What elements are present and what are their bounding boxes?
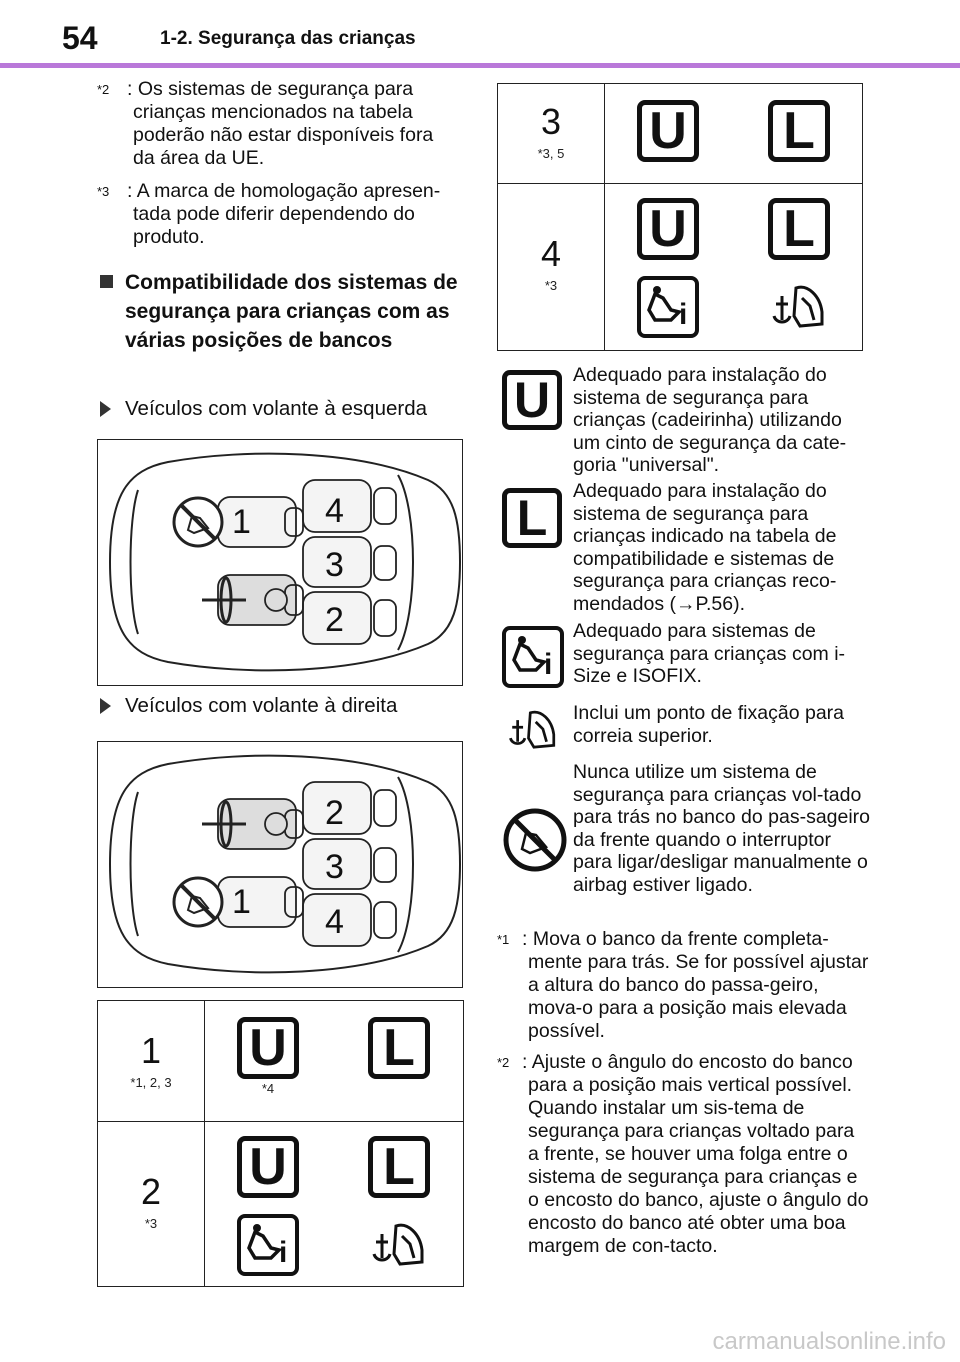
compatibility-table-left bbox=[97, 1000, 464, 1287]
note-marker: *1 bbox=[497, 932, 510, 947]
l-icon: L bbox=[768, 198, 830, 260]
legend-text: Adequado para sistemas de segurança para crianças com i-Size e ISOFIX. bbox=[573, 620, 846, 687]
note-text: : A marca de homologação apresen-tada pode diferir dependendo do produto. bbox=[127, 180, 441, 248]
seat-number: 1 bbox=[232, 503, 251, 541]
seat-cell bbox=[98, 1001, 205, 1122]
seat-number: 2 bbox=[325, 601, 344, 639]
note-marker: *3 bbox=[97, 184, 110, 199]
seat-note: *3 bbox=[144, 1216, 158, 1231]
u-icon: U bbox=[637, 100, 699, 162]
isize-icon: i bbox=[502, 626, 564, 688]
seat-number: 4 bbox=[540, 233, 562, 274]
seat-cell bbox=[498, 184, 605, 351]
seat-number: 2 bbox=[140, 1171, 162, 1212]
seat-number: 1 bbox=[232, 883, 251, 921]
note-2-bottom bbox=[497, 1051, 869, 1258]
u-icon: U bbox=[637, 198, 699, 260]
symbols-cell bbox=[205, 1001, 464, 1122]
seat-note: *1, 2, 3 bbox=[130, 1075, 172, 1090]
note-text: : Os sistemas de segurança para crianças mencionados na tabela poderão não estar disponíveis fora da área da UE. bbox=[127, 78, 434, 169]
legend-listed bbox=[502, 480, 872, 616]
subsection-right-hand-drive bbox=[100, 694, 470, 718]
seat-map-icon bbox=[98, 742, 461, 986]
header-divider bbox=[0, 63, 960, 68]
seat-cell bbox=[498, 84, 605, 184]
legend-top-tether bbox=[502, 702, 872, 762]
note-1 bbox=[497, 928, 869, 1043]
triangle-bullet-icon bbox=[100, 401, 111, 417]
seat-map-left-hand-drive bbox=[97, 439, 463, 686]
legend-text: Adequado para instalação do sistema de segurança para crianças indicado na tabela de compatibilidade e sistemas de segurança para crianças reco-mendados (→P.56). bbox=[573, 480, 837, 615]
l-icon: L bbox=[768, 100, 830, 162]
l-icon: L bbox=[368, 1136, 430, 1198]
subsection-title: Veículos com volante à direita bbox=[125, 694, 398, 717]
seat-note: *3 bbox=[544, 278, 558, 293]
seat-number: 1 bbox=[140, 1030, 162, 1071]
no-rear-facing-icon bbox=[502, 807, 568, 873]
section-title: Compatibilidade dos sistemas de segurança para crianças com as várias posições de bancos bbox=[125, 271, 458, 352]
legend-no-rear-facing bbox=[502, 761, 872, 921]
note-text: : Ajuste o ângulo do encosto do banco para a posição mais vertical possível. Quando instalar um sis-tema de segurança para crianças voltado para a frente, se houver uma folga entre o sistema de segurança para crianças e o encosto do banco, ajuste o ângulo do encosto do banco até obter uma boa margem de con-tacto. bbox=[522, 1051, 869, 1257]
seat-map-icon bbox=[98, 440, 461, 684]
top-tether-icon bbox=[768, 276, 830, 338]
seat-note: *3, 5 bbox=[537, 146, 565, 161]
seat-number: 4 bbox=[325, 903, 344, 941]
seat-number: 3 bbox=[325, 848, 344, 886]
note-2 bbox=[97, 78, 457, 170]
seat-number: 3 bbox=[325, 546, 344, 584]
legend-universal bbox=[502, 362, 872, 480]
subsection-left-hand-drive bbox=[100, 397, 470, 421]
top-tether-icon bbox=[368, 1214, 430, 1276]
u-icon: U bbox=[237, 1136, 299, 1198]
seat-cell bbox=[98, 1122, 205, 1287]
compatibility-table-right bbox=[497, 83, 863, 351]
seat-number: 2 bbox=[325, 794, 344, 832]
legend-text: Inclui um ponto de fixação para correia superior. bbox=[573, 702, 845, 747]
top-tether-icon bbox=[502, 702, 564, 758]
l-icon: L bbox=[502, 488, 562, 548]
section-header: 1-2. Segurança das crianças bbox=[160, 28, 416, 49]
legend-text: Adequado para instalação do sistema de segurança para crianças (cadeirinha) utilizando um cinto de segurança da cate-goria "universal". bbox=[573, 364, 847, 476]
note-text: : Mova o banco da frente completa-mente para trás. Se for possível ajustar a altura do banco do passa-geiro, mova-o para a posição mais elevada possível. bbox=[522, 928, 869, 1042]
triangle-bullet-icon bbox=[100, 698, 111, 714]
symbols-cell bbox=[605, 184, 863, 351]
isize-icon: i bbox=[637, 276, 699, 338]
note-marker: *2 bbox=[497, 1055, 510, 1070]
section-heading bbox=[100, 268, 460, 355]
subsection-title: Veículos com volante à esquerda bbox=[125, 397, 427, 420]
note-marker: *2 bbox=[97, 82, 110, 97]
symbols-cell bbox=[605, 84, 863, 184]
legend-text: Nunca utilize um sistema de segurança para crianças vol-tado para trás no banco do pas-sageiro da frente quando o interruptor para ligar/desligar manualmente o airbag estiver ligado. bbox=[573, 761, 871, 896]
seat-map-right-hand-drive bbox=[97, 741, 463, 988]
seat-number: 4 bbox=[325, 492, 344, 530]
symbols-cell bbox=[205, 1122, 464, 1287]
page-number: 54 bbox=[62, 20, 98, 56]
u-icon: U bbox=[237, 1017, 299, 1079]
seat-number: 3 bbox=[540, 101, 562, 142]
watermark: carmanualsonline.info bbox=[712, 1328, 946, 1355]
u-note: *4 bbox=[261, 1081, 275, 1096]
u-icon: U bbox=[502, 370, 562, 430]
isize-icon: i bbox=[237, 1214, 299, 1276]
note-3 bbox=[97, 180, 457, 249]
l-icon: L bbox=[368, 1017, 430, 1079]
square-bullet-icon bbox=[100, 275, 113, 288]
legend-isize bbox=[502, 620, 872, 695]
